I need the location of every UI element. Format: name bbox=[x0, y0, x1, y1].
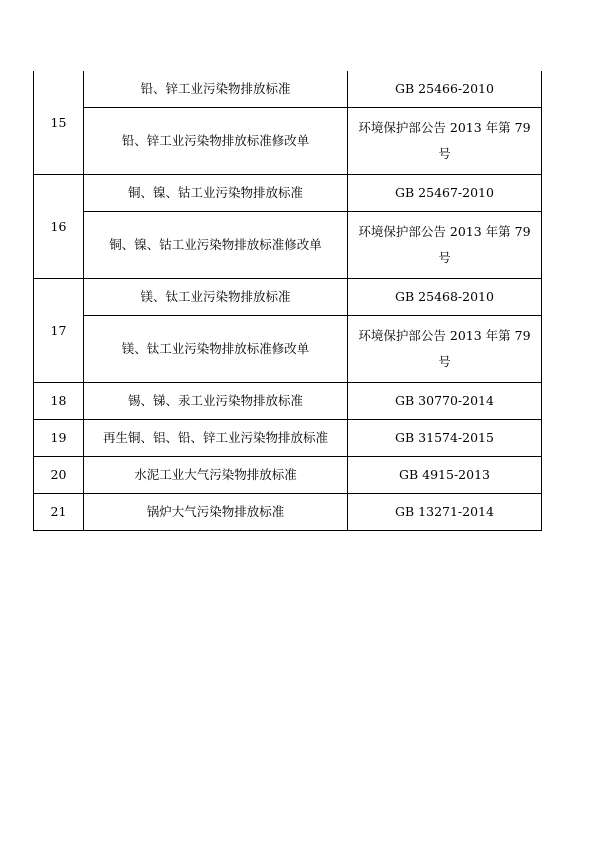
standard-name: 铜、镍、钴工业污染物排放标准修改单 bbox=[84, 212, 348, 279]
row-number: 18 bbox=[34, 383, 84, 420]
standard-code: GB 4915-2013 bbox=[348, 457, 542, 494]
row-number: 15 bbox=[34, 71, 84, 175]
standard-code: 环境保护部公告 2013 年第 79 号 bbox=[348, 212, 542, 279]
standard-name: 铜、镍、钴工业污染物排放标准 bbox=[84, 175, 348, 212]
table-row bbox=[34, 279, 542, 316]
standard-name: 水泥工业大气污染物排放标准 bbox=[84, 457, 348, 494]
standard-name: 锅炉大气污染物排放标准 bbox=[84, 494, 348, 531]
table-row bbox=[34, 212, 542, 279]
row-number: 17 bbox=[34, 279, 84, 383]
row-number: 20 bbox=[34, 457, 84, 494]
table-row bbox=[34, 494, 542, 531]
row-number: 21 bbox=[34, 494, 84, 531]
table-row bbox=[34, 316, 542, 383]
standard-name: 再生铜、铝、铅、锌工业污染物排放标准 bbox=[84, 420, 348, 457]
standard-code: GB 25468-2010 bbox=[348, 279, 542, 316]
standard-code: 环境保护部公告 2013 年第 79 号 bbox=[348, 108, 542, 175]
table-row bbox=[34, 457, 542, 494]
table-row bbox=[34, 420, 542, 457]
standard-name: 锡、锑、汞工业污染物排放标准 bbox=[84, 383, 348, 420]
standard-code: GB 13271-2014 bbox=[348, 494, 542, 531]
standard-code: GB 31574-2015 bbox=[348, 420, 542, 457]
table-row bbox=[34, 175, 542, 212]
standard-code: GB 30770-2014 bbox=[348, 383, 542, 420]
row-number: 16 bbox=[34, 175, 84, 279]
standard-name: 铅、锌工业污染物排放标准修改单 bbox=[84, 108, 348, 175]
standard-name: 铅、锌工业污染物排放标准 bbox=[84, 71, 348, 108]
standard-name: 镁、钛工业污染物排放标准 bbox=[84, 279, 348, 316]
standard-code: GB 25466-2010 bbox=[348, 71, 542, 108]
row-number: 19 bbox=[34, 420, 84, 457]
table-row bbox=[34, 108, 542, 175]
standards-table bbox=[33, 71, 542, 531]
standard-name: 镁、钛工业污染物排放标准修改单 bbox=[84, 316, 348, 383]
standard-code: 环境保护部公告 2013 年第 79 号 bbox=[348, 316, 542, 383]
table-row bbox=[34, 383, 542, 420]
table-row bbox=[34, 71, 542, 108]
standard-code: GB 25467-2010 bbox=[348, 175, 542, 212]
